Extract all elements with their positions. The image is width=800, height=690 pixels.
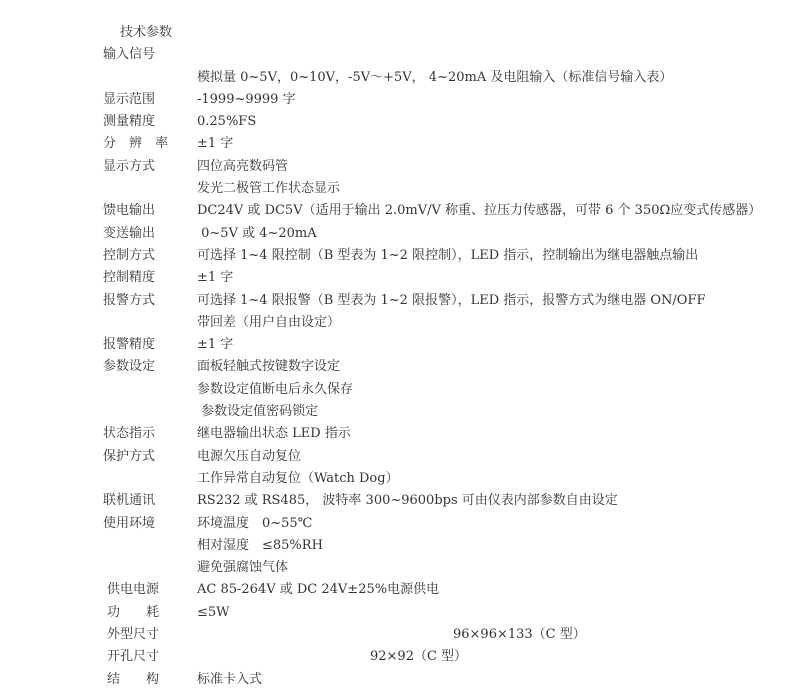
spec-label: 保护方式 xyxy=(103,448,156,464)
spec-row-param-setting-detail-1 xyxy=(0,379,800,401)
spec-row-display-mode xyxy=(0,156,800,178)
spec-label: 控制精度 xyxy=(103,270,156,286)
spec-value: 可选择 1~4 限控制（B 型表为 1~2 限控制），LED 指示，控制输出为继电器触点输出 xyxy=(197,247,699,263)
spec-value: DC24V 或 DC5V（适用于输出 2.0mV/V 称重、拉压力传感器，可带 6 个 350Ω应变式传感器） xyxy=(197,203,762,219)
spec-row-alarm-accuracy xyxy=(0,334,800,356)
spec-row-communication xyxy=(0,490,800,512)
spec-value: RS232 或 RS485， 波特率 300~9600bps 可由仪表内部参数自由设定 xyxy=(197,493,618,509)
spec-row-protection-mode xyxy=(0,446,800,468)
spec-row-display-mode-detail xyxy=(0,178,800,200)
spec-value: 参数设定值密码锁定 xyxy=(197,404,319,420)
spec-value: ±1 字 xyxy=(197,270,234,286)
spec-label: 显示方式 xyxy=(103,158,156,174)
spec-label: 馈电输出 xyxy=(103,203,156,219)
spec-row-resolution xyxy=(0,133,800,155)
spec-label: 控制方式 xyxy=(103,247,156,263)
spec-row-param-setting xyxy=(0,356,800,378)
spec-label: 外型尺寸 xyxy=(107,627,160,643)
spec-row-measure-accuracy xyxy=(0,111,800,133)
spec-label: 分 辨 率 xyxy=(103,136,169,152)
spec-value: 0.25%FS xyxy=(197,114,257,130)
spec-label: 测量精度 xyxy=(103,114,156,130)
spec-row-environment xyxy=(0,513,800,535)
spec-value: 面板轻触式按键数字设定 xyxy=(197,359,341,375)
spec-row-cutout-dimensions xyxy=(0,646,800,668)
spec-row-status-indication xyxy=(0,423,800,445)
spec-label: 功 耗 xyxy=(107,604,160,620)
spec-row-power-consumption xyxy=(0,602,800,624)
spec-label: 使用环境 xyxy=(103,515,156,531)
spec-label: 参数设定 xyxy=(103,359,156,375)
spec-value: 可选择 1~4 限报警（B 型表为 1~2 限报警），LED 指示，报警方式为继电器 ON/OFF xyxy=(197,292,706,308)
spec-value: 模拟量 0~5V，0~10V，-5V～+5V， 4~20mA 及电阻输入（标准信号输入表） xyxy=(197,69,673,85)
spec-value: 电源欠压自动复位 xyxy=(197,448,302,464)
spec-value: 四位高亮数码管 xyxy=(197,158,289,174)
spec-value: 0~5V 或 4~20mA xyxy=(197,225,317,241)
spec-row-environment-humidity xyxy=(0,535,800,557)
spec-row-alarm-mode-detail xyxy=(0,312,800,334)
spec-row-input-signal xyxy=(0,44,800,66)
spec-row-display-range xyxy=(0,89,800,111)
spec-value: 参数设定值断电后永久保存 xyxy=(197,381,354,397)
spec-value: 标准卡入式 xyxy=(197,671,263,687)
spec-label: 开孔尺寸 xyxy=(107,649,160,665)
spec-value: ≤5W xyxy=(197,604,230,620)
spec-row-excitation-output xyxy=(0,200,800,222)
spec-value: -1999~9999 字 xyxy=(197,91,296,107)
spec-label: 状态指示 xyxy=(103,426,156,442)
spec-label: 结 构 xyxy=(107,671,160,687)
spec-label: 联机通讯 xyxy=(103,493,156,509)
spec-row-structure xyxy=(0,669,800,690)
spec-row-param-setting-detail-2 xyxy=(0,401,800,423)
spec-value: 工作异常自动复位（Watch Dog） xyxy=(197,470,399,486)
spec-row-alarm-mode xyxy=(0,290,800,312)
spec-value: 环境温度 0~55℃ xyxy=(197,515,313,531)
spec-label: 供电电源 xyxy=(107,582,160,598)
spec-value: 92×92（C 型） xyxy=(370,649,468,665)
spec-label: 输入信号 xyxy=(103,47,156,63)
spec-label: 报警精度 xyxy=(103,337,156,353)
spec-value: AC 85-264V 或 DC 24V±25%电源供电 xyxy=(197,582,440,598)
spec-value: 相对湿度 ≤85%RH xyxy=(197,537,323,553)
spec-row-input-signal-detail xyxy=(0,67,800,89)
spec-row-control-mode xyxy=(0,245,800,267)
spec-label: 报警方式 xyxy=(103,292,156,308)
spec-value: ±1 字 xyxy=(197,337,234,353)
spec-row-outer-dimensions xyxy=(0,624,800,646)
spec-value: 96×96×133（C 型） xyxy=(453,627,586,643)
spec-row-control-accuracy xyxy=(0,267,800,289)
spec-row-power-supply xyxy=(0,579,800,601)
spec-row-transmit-output xyxy=(0,223,800,245)
spec-label: 变送输出 xyxy=(103,225,156,241)
spec-row-protection-mode-detail xyxy=(0,468,800,490)
title-row xyxy=(0,22,800,44)
page-title: 技术参数 xyxy=(120,25,173,40)
spec-row-environment-gas xyxy=(0,557,800,579)
spec-value: 继电器输出状态 LED 指示 xyxy=(197,426,351,442)
spec-value: 发光二极管工作状态显示 xyxy=(197,181,341,197)
spec-value: 避免强腐蚀气体 xyxy=(197,560,289,576)
spec-value: ±1 字 xyxy=(197,136,234,152)
spec-value: 带回差（用户自由设定） xyxy=(197,314,341,330)
spec-label: 显示范围 xyxy=(103,91,156,107)
